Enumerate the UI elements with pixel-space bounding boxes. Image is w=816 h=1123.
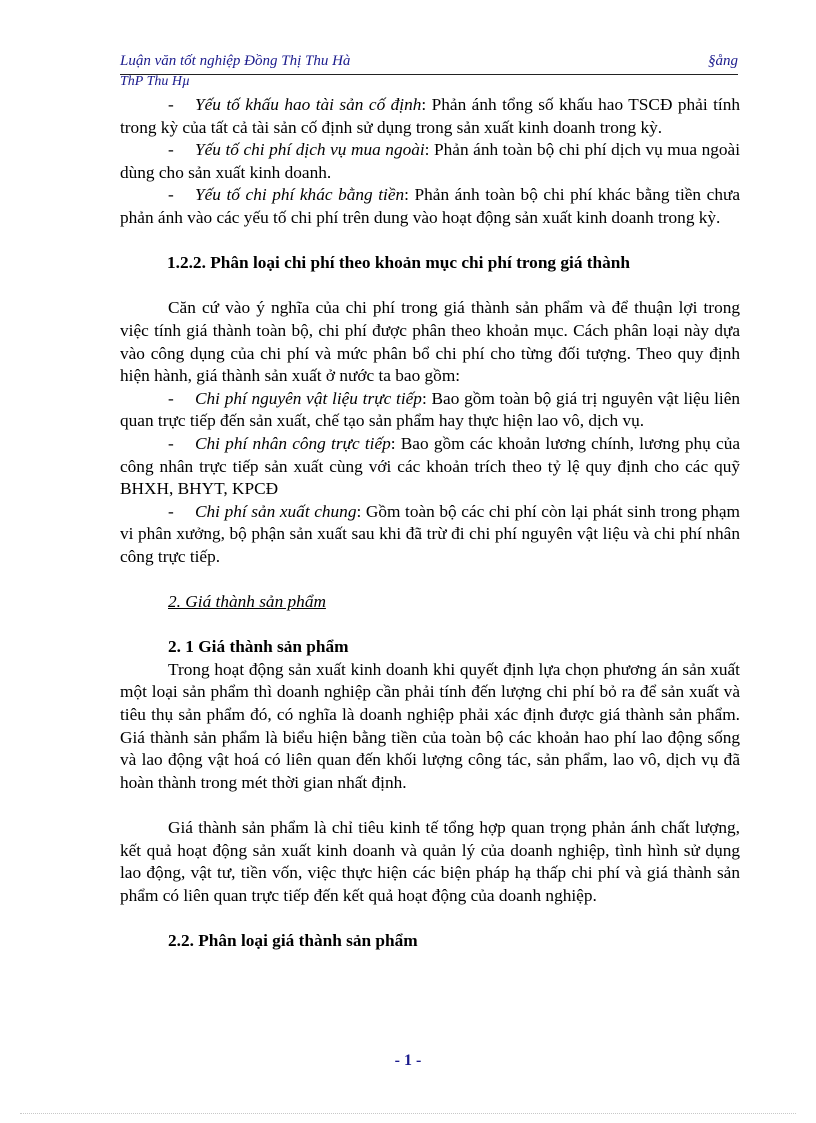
section-heading: 2. 1 Giá thành sản phẩm: [168, 637, 349, 657]
bullet-paragraph: [120, 94, 740, 139]
bullet-dash: -: [168, 95, 174, 114]
paragraph: Giá thành sản phẩm là chỉ tiêu kinh tế tổng hợp quan trọng phản ánh chất lượng, kết quả hoạt động sản xuất kinh doanh và quản lý của doanh nghiệp, tình hình sử dụng lao động, vật tư, tiền vốn, việc thực hiện các biện pháp hạ thấp chi phí và giá thành sản phẩm có liên quan trực tiếp đến kết quả hoạt động của doanh nghiệp.: [120, 818, 740, 905]
term: Chi phí sản xuất chung: [195, 501, 357, 521]
bullet-paragraph: [120, 433, 740, 501]
paragraph: Căn cứ vào ý nghĩa của chi phí trong giá thành sản phẩm và để thuận lợi trong việc tính giá thành toàn bộ, chi phí được phân theo khoản mục. Cách phân loại này dựa vào công dụng của chi phí và mức phân bổ chi phí cho từng đối tượng. Theo quy định hiện hành, giá thành sản xuất ở nước ta bao gồm:: [120, 298, 740, 386]
term: Yếu tố khấu hao tài sản cố định: [195, 95, 422, 114]
term: Chi phí nhân công trực tiếp: [195, 433, 391, 453]
bullet-dash: -: [168, 433, 174, 453]
term: Yếu tố chi phí khác bằng tiền: [195, 185, 405, 205]
bullet-dash: -: [168, 501, 174, 521]
header-subtitle: ThP Thu Hµ: [120, 74, 191, 89]
page-number: - 1 -: [394, 1052, 422, 1069]
header-title: Luận văn tốt nghiệp Đồng Thị Thu Hà: [120, 53, 351, 69]
header-rule: [120, 74, 738, 75]
bullet-paragraph: [120, 184, 740, 229]
bullet-text: : Gồm toàn bộ các chi phí còn lại phát sinh trong phạm vi phân xưởng, bộ phận sản xuất sau khi đã trừ đi chi phí nguyên vật liệu và chi phí nhân công trực tiếp.: [120, 501, 740, 566]
paragraph: Trong hoạt động sản xuất kinh doanh khi quyết định lựa chọn phương án sản xuất một loại sản phẩm thì doanh nghiệp cần phải tính đến lượng chi phí bỏ ra để sản xuất và tiêu thụ sản phẩm đó, có nghĩa là doanh nghiệp phải xác định được giá thành sản phẩm. Giá thành sản phẩm là biểu hiện bằng tiền của toàn bộ các khoản hao phí lao động sống và lao động vật hoá có liên quan đến khối lượng công tác, sản phẩm, lao vô, dịch vụ đã hoàn thành trong mét thời gian nhất định.: [120, 659, 740, 792]
header-right-text: §ång: [708, 53, 738, 69]
term: Yếu tố chi phí dịch vụ mua ngoài: [195, 140, 425, 160]
document-body: [120, 94, 740, 953]
bullet-paragraph: [120, 388, 740, 433]
chapter-heading: 2. Giá thành sản phẩm: [168, 592, 326, 612]
bullet-dash: -: [168, 140, 174, 160]
bottom-divider: [20, 1113, 796, 1114]
section-heading: 2.2. Phân loại giá thành sản phẩm: [168, 930, 418, 950]
bullet-paragraph: [120, 139, 740, 184]
bullet-dash: -: [168, 388, 174, 408]
section-heading: 1.2.2. Phân loại chi phí theo khoản mục chi phí trong giá thành: [167, 253, 631, 273]
bullet-text: : Bao gồm các khoản lương chính, lương phụ của công nhân trực tiếp sản xuất cùng với các khoản trích theo tỷ lệ quy định cho các quỹ BHXH, BHYT, KPCĐ: [120, 433, 741, 499]
bullet-text: : Phản ánh toàn bộ chi phí dịch vụ mua ngoài dùng cho sản xuất kinh doanh.: [120, 140, 740, 182]
bullet-dash: -: [168, 185, 174, 205]
term: Chi phí nguyên vật liệu trực tiếp: [195, 388, 422, 408]
bullet-text: : Phản ánh tổng số khấu hao TSCĐ phải tính trong kỳ của tất cả tài sản cố định sử dụng trong sản xuất kinh doanh trong kỳ.: [120, 95, 740, 137]
bullet-paragraph: [120, 501, 740, 569]
bullet-text: : Bao gồm toàn bộ giá trị nguyên vật liệu liên quan trực tiếp đến sản xuất, chế tạo sản phẩm hay thực hiện lao vô, dịch vụ.: [120, 388, 741, 431]
bullet-text: : Phản ánh toàn bộ chi phí khác bằng tiền chưa phản ánh vào các yếu tố chi phí trên dung vào hoạt động sản xuất kinh doanh trong kỳ.: [120, 185, 740, 227]
